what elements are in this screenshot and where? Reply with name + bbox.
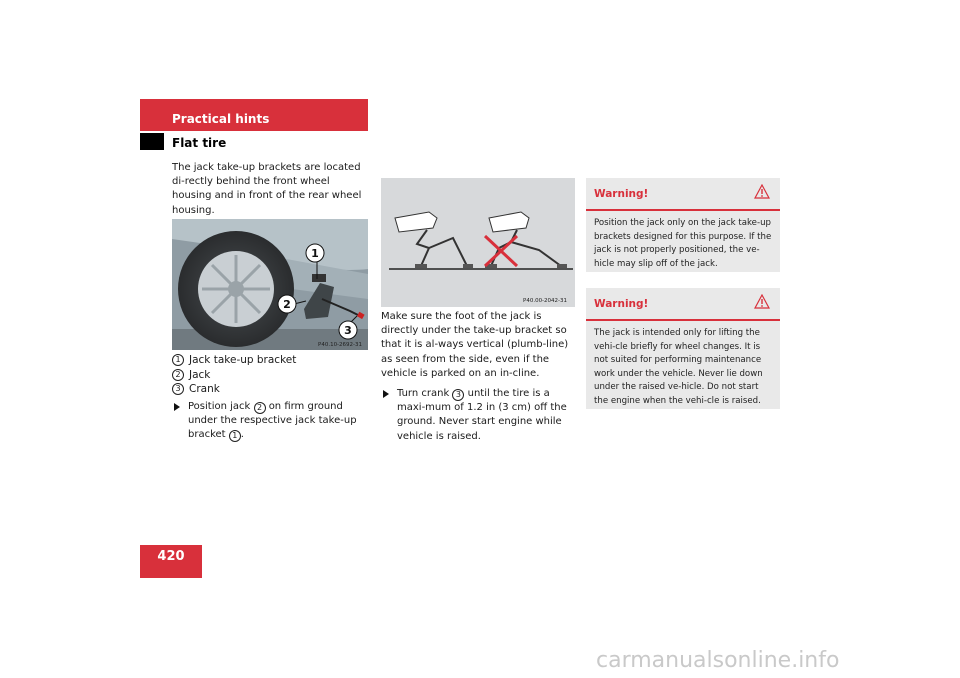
warning-title: Warning! bbox=[594, 188, 649, 200]
watermark: carmanualsonline.info bbox=[596, 648, 840, 673]
image-code: P40.00-2042-31 bbox=[523, 298, 568, 304]
section-title: Practical hints bbox=[172, 112, 270, 126]
intro-paragraph: The jack take-up brackets are located di-rectly behind the front wheel housing and in front of the rear wheel housing. bbox=[172, 162, 362, 216]
legend-text: Jack bbox=[189, 368, 211, 381]
bullet-arrow-icon bbox=[174, 403, 180, 411]
step-number: 1 bbox=[229, 430, 241, 442]
warning-text: Position the jack only on the jack take-up brackets designed for this purpose. If the jack is not properly positioned, the ve-hicle may slip off of the jack. bbox=[594, 218, 772, 269]
bullet-arrow-icon bbox=[383, 390, 389, 398]
legend-list bbox=[172, 353, 372, 442]
image-code: P40.10-2692-31 bbox=[318, 342, 363, 348]
step-punct: . bbox=[240, 428, 244, 440]
callout-1: 1 bbox=[311, 247, 319, 260]
step-number: 2 bbox=[254, 402, 266, 414]
page-number: 420 bbox=[157, 549, 185, 564]
legend-item bbox=[172, 382, 372, 397]
column-2-text bbox=[381, 310, 579, 444]
legend-number: 3 bbox=[172, 383, 184, 395]
step-text: Position jack bbox=[188, 400, 251, 412]
step-text: Turn crank bbox=[397, 388, 450, 400]
instruction-step bbox=[172, 400, 372, 442]
legend-text: Jack take-up bracket bbox=[189, 354, 297, 366]
warning-title: Warning! bbox=[594, 298, 649, 310]
warning-triangle-icon bbox=[754, 184, 770, 199]
warning-text: The jack is intended only for lifting the vehi-cle briefly for wheel changes. It is not suited for performing maintenance work under the vehicle. Never lie down under the raised ve-hicle. Do not start the engine when the vehi-cle is raised. bbox=[594, 328, 763, 406]
jack-diagram bbox=[381, 178, 575, 307]
warning-header bbox=[586, 288, 780, 321]
step-text: on firm ground under the respective jack take-up bracket bbox=[188, 400, 357, 440]
callout-3: 3 bbox=[344, 324, 352, 337]
legend-item bbox=[172, 353, 372, 368]
legend-number: 2 bbox=[172, 369, 184, 381]
callout-2: 2 bbox=[283, 298, 291, 311]
subheader-marker bbox=[140, 133, 164, 150]
legend-text: Crank bbox=[189, 383, 220, 395]
warning-triangle-icon bbox=[754, 294, 770, 309]
warning-box bbox=[586, 178, 780, 272]
legend-number: 1 bbox=[172, 354, 184, 366]
legend-item bbox=[172, 368, 372, 383]
jack-position-photo bbox=[172, 219, 368, 350]
section-subtitle: Flat tire bbox=[172, 136, 227, 150]
intro-text-block bbox=[172, 161, 368, 218]
instruction-step bbox=[381, 387, 579, 444]
step-text: until the tire is a maxi-mum of 1.2 in (3 cm) off the ground. Never start engine while vehicle is raised. bbox=[397, 388, 567, 442]
warning-box bbox=[586, 288, 780, 409]
warning-header bbox=[586, 178, 780, 211]
plumb-line-paragraph: Make sure the foot of the jack is directly under the take-up bracket so that it is al-ways vertical (plumb-line) as seen from the side, even if the vehicle is parked on an in-cline. bbox=[381, 311, 569, 379]
step-number: 3 bbox=[452, 389, 464, 401]
